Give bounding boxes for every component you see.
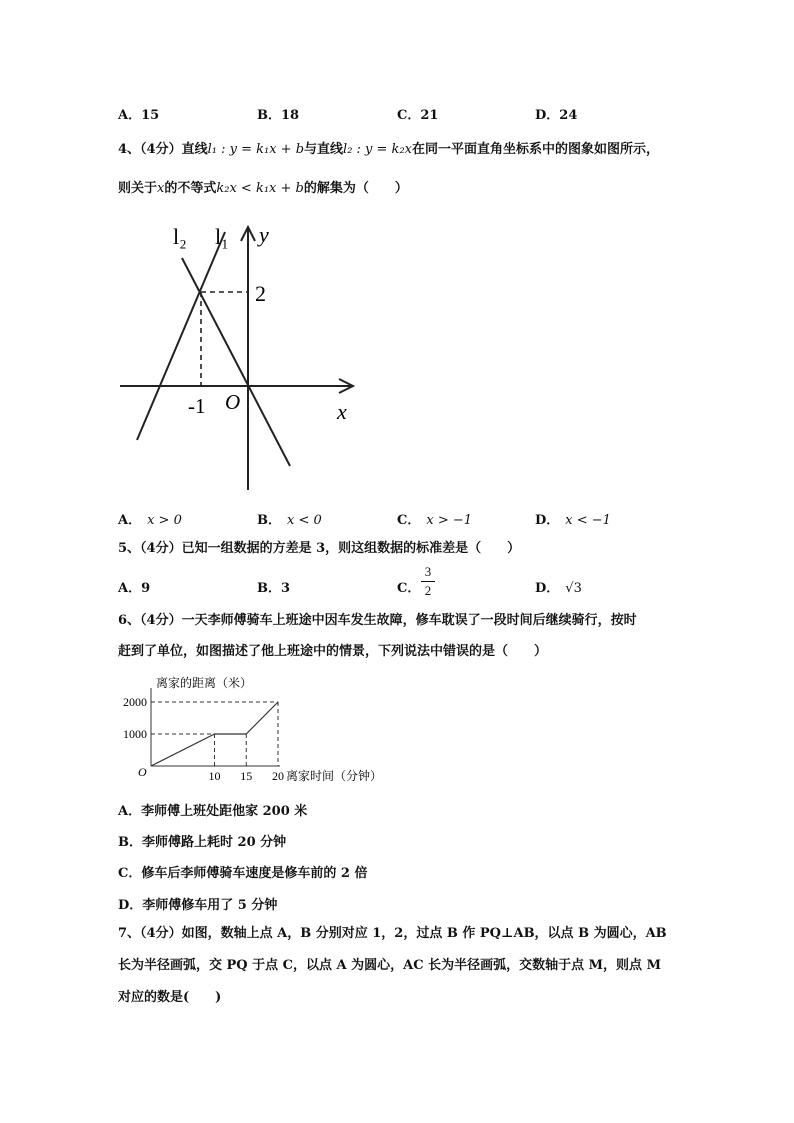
q5-option-c-fraction [421, 564, 435, 599]
q6-xtick-15: 15 [240, 769, 253, 783]
q4-label-x: x [337, 399, 347, 424]
q5-fraction-numerator: 3 [424, 564, 432, 579]
q4-label-l2: l₂ [173, 224, 187, 249]
q4-line-l1 [137, 232, 225, 440]
q4-label-2: 2 [255, 281, 266, 306]
q5-stem: 5、（4分）已知一组数据的方差是 3，则这组数据的标准差是（ ） [118, 541, 521, 556]
q3-option-c: C．21 [397, 108, 439, 123]
q6-series-segment-2 [246, 702, 278, 734]
q4-option-a: A． x > 0 [118, 513, 182, 528]
q6-distance-time-chart [120, 673, 395, 786]
q7-stem-line1: 7、（4分）如图，数轴上点 A，B 分别对应 1，2，过点 B 作 PQ⊥AB，以点 B 为圆心，AB [118, 926, 667, 941]
q7-number: 7、（4分） [118, 926, 182, 941]
q6-option-c: C．修车后李师傅骑车速度是修车前的 2 倍 [118, 866, 368, 881]
q5-number: 5、（4分） [118, 541, 182, 556]
q4-label-origin: O [225, 390, 241, 414]
q6-ytick-2000: 2000 [123, 695, 147, 709]
q6-stem-line1: 6、（4分）一天李师傅骑车上班途中因车发生故障，修车耽误了一段时间后继续骑行，按时 [118, 613, 637, 628]
q4-label-neg1: -1 [188, 394, 206, 418]
q6-xtick-10: 10 [208, 769, 221, 783]
q4-stem-line2: 则关于x的不等式k₂x < k₁x + b的解集为（ ） [118, 181, 408, 196]
q5-sqrt3: √3 [565, 581, 582, 596]
q3-option-d: D．24 [535, 108, 578, 123]
q4-label-l1: l₁ [215, 224, 229, 249]
q4-stem-line1: 4、（4分）直线l₁ : y = k₁x + b与直线l₂ : y = k₂x在同一平面直角坐标系中的图象如图所示， [118, 142, 659, 157]
q6-ytick-1000: 1000 [123, 727, 147, 741]
q5-option-c: C． [397, 581, 421, 596]
q5-option-d: D． √3 [535, 581, 582, 596]
q5-option-a: A．9 [118, 581, 151, 596]
q4-l2-equation: l₂ : y = k₂x [343, 142, 412, 157]
q5-fraction-bar [421, 581, 435, 582]
q6-option-a: A．李师傅上班处距他家 200 米 [118, 804, 308, 819]
q6-x-axis-title: 离家时间（分钟） [286, 769, 383, 783]
q4-option-c: C． x > −1 [397, 513, 473, 528]
q6-y-axis-title: 离家的距离（米） [156, 676, 253, 690]
q6-xtick-20: 20 [272, 769, 284, 783]
q4-option-b: B． x < 0 [257, 513, 322, 528]
q3-option-b: B．18 [257, 108, 300, 123]
q3-option-a: A．15 [118, 108, 160, 123]
q7-stem-line3: 对应的数是( ) [118, 990, 222, 1005]
q6-series-segment-0 [151, 734, 215, 766]
q5-fraction-denominator: 2 [424, 583, 432, 598]
q4-l1-equation: l₁ : y = k₁x + b [207, 142, 305, 157]
q4-line-l2 [182, 258, 290, 466]
q4-graph [115, 222, 365, 492]
q4-label-y: y [259, 222, 269, 247]
q4-inequality: k₂x < k₁x + b [216, 181, 304, 196]
q6-option-b: B．李师傅路上耗时 20 分钟 [118, 835, 287, 850]
q7-stem-line2: 长为半径画弧，交 PQ 于点 C，以点 A 为圆心，AC 长为半径画弧，交数轴于点 M，则点 M [118, 958, 661, 973]
q4-number: 4、（4分） [118, 142, 182, 157]
q6-option-d: D．李师傅修车用了 5 分钟 [118, 898, 278, 913]
q5-option-b: B．3 [257, 581, 291, 596]
q6-stem-line2: 赶到了单位，如图描述了他上班途中的情景，下列说法中错误的是（ ） [118, 644, 548, 659]
q4-option-d: D． x < −1 [535, 513, 611, 528]
q6-origin-label: O [138, 765, 147, 779]
q6-number: 6、（4分） [118, 613, 182, 628]
